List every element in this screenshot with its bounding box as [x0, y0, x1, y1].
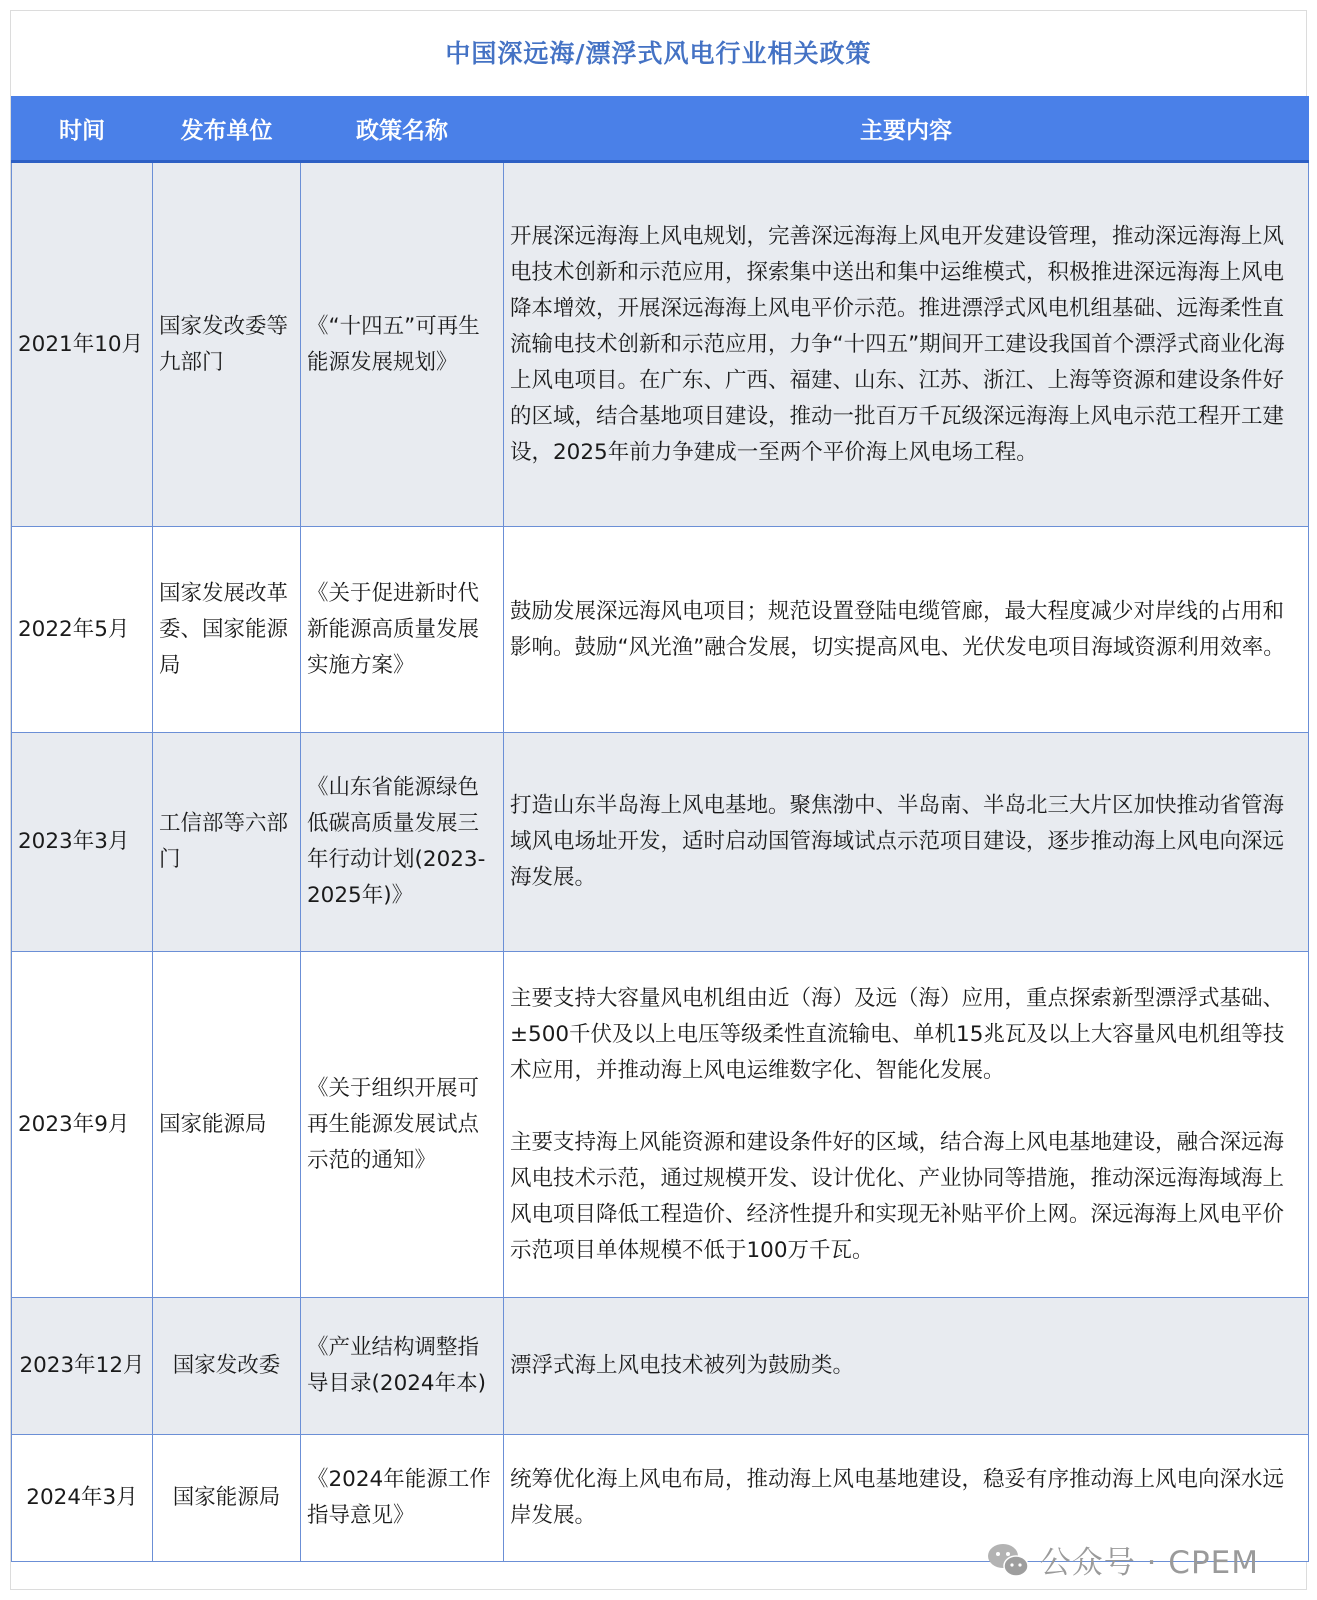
table-row — [12, 162, 1309, 527]
content-paragraph: 主要支持海上风能资源和建设条件好的区域，结合海上风电基地建设，融合深远海风电技术示范，通过规模开发、设计优化、产业协同等措施，推动深远海海域海上风电项目降低工程造价、经济性提升和实现无补贴平价上网。深远海海上风电平价示范项目单体规模不低于100万千瓦。 — [510, 1129, 1285, 1263]
cell-org: 国家能源局 — [153, 952, 301, 1298]
cell-time: 2023年12月 — [12, 1298, 153, 1435]
policy-table — [11, 96, 1309, 1562]
content-paragraph: 鼓励发展深远海风电项目；规范设置登陆电缆管廊，最大程度减少对岸线的占用和影响。鼓励“风光渔”融合发展，切实提高风电、光伏发电项目海域资源利用效率。 — [510, 598, 1285, 660]
cell-content — [504, 527, 1309, 733]
cell-org: 国家发展改革委、国家能源局 — [153, 527, 301, 733]
cell-content — [504, 1298, 1309, 1435]
cell-policy-name: 《山东省能源绿色低碳高质量发展三年行动计划(2023-2025年)》 — [301, 733, 504, 952]
table-title: 中国深远海/漂浮式风电行业相关政策 — [445, 39, 872, 68]
cell-time: 2023年3月 — [12, 733, 153, 952]
cell-policy-name: 《产业结构调整指导目录(2024年本) — [301, 1298, 504, 1435]
cell-time: 2023年9月 — [12, 952, 153, 1298]
content-paragraph: 开展深远海海上风电规划，完善深远海海上风电开发建设管理，推动深远海海上风电技术创新和示范应用，探索集中送出和集中运维模式，积极推进深远海海上风电降本增效，开展深远海海上风电平价示范。推进漂浮式风电机组基础、远海柔性直流输电技术创新和示范应用，力争“十四五”期间开工建设我国首个漂浮式商业化海上风电项目。在广东、广西、福建、山东、江苏、浙江、上海等资源和建设条件好的区域，结合基地项目建设，推动一批百万千瓦级深远海海上风电示范工程开工建设，2025年前力争建成一至两个平价海上风电场工程。 — [510, 223, 1285, 465]
cell-policy-name: 《2024年能源工作指导意见》 — [301, 1435, 504, 1562]
watermark — [986, 1537, 1259, 1582]
cell-time: 2024年3月 — [12, 1435, 153, 1562]
watermark-text: 公众号 · CPEM — [1039, 1545, 1259, 1581]
cell-content — [504, 733, 1309, 952]
cell-org: 国家发改委 — [153, 1298, 301, 1435]
header-org: 发布单位 — [153, 97, 301, 162]
cell-org: 工信部等六部门 — [153, 733, 301, 952]
cell-time: 2022年5月 — [12, 527, 153, 733]
cell-content — [504, 162, 1309, 527]
paragraph-gap — [510, 1089, 1302, 1125]
cell-content — [504, 952, 1309, 1298]
cell-time: 2021年10月 — [12, 162, 153, 527]
header-name: 政策名称 — [301, 97, 504, 162]
cell-org: 国家能源局 — [153, 1435, 301, 1562]
content-paragraph: 主要支持大容量风电机组由近（海）及远（海）应用，重点探索新型漂浮式基础、±500千伏及以上电压等级柔性直流输电、单机15兆瓦及以上大容量风电机组等技术应用，并推动海上风电运维数字化、智能化发展。 — [510, 985, 1285, 1083]
cell-policy-name: 《关于促进新时代新能源高质量发展实施方案》 — [301, 527, 504, 733]
header-time: 时间 — [12, 97, 153, 162]
cell-org: 国家发改委等九部门 — [153, 162, 301, 527]
policy-table-card — [10, 10, 1307, 1590]
content-paragraph: 统筹优化海上风电布局，推动海上风电基地建设，稳妥有序推动海上风电向深水远岸发展。 — [510, 1467, 1285, 1528]
header-content: 主要内容 — [504, 97, 1309, 162]
table-row — [12, 952, 1309, 1298]
cell-policy-name: 《“十四五”可再生能源发展规划》 — [301, 162, 504, 527]
table-row — [12, 1298, 1309, 1435]
content-paragraph: 漂浮式海上风电技术被列为鼓励类。 — [510, 1353, 855, 1378]
wechat-icon — [986, 1541, 1030, 1579]
table-header-row — [12, 97, 1309, 162]
cell-policy-name: 《关于组织开展可再生能源发展试点示范的通知》 — [301, 952, 504, 1298]
table-row — [12, 527, 1309, 733]
content-paragraph: 打造山东半岛海上风电基地。聚焦渤中、半岛南、半岛北三大片区加快推动省管海域风电场址开发，适时启动国管海域试点示范项目建设，逐步推动海上风电向深远海发展。 — [510, 793, 1285, 890]
table-row — [12, 733, 1309, 952]
